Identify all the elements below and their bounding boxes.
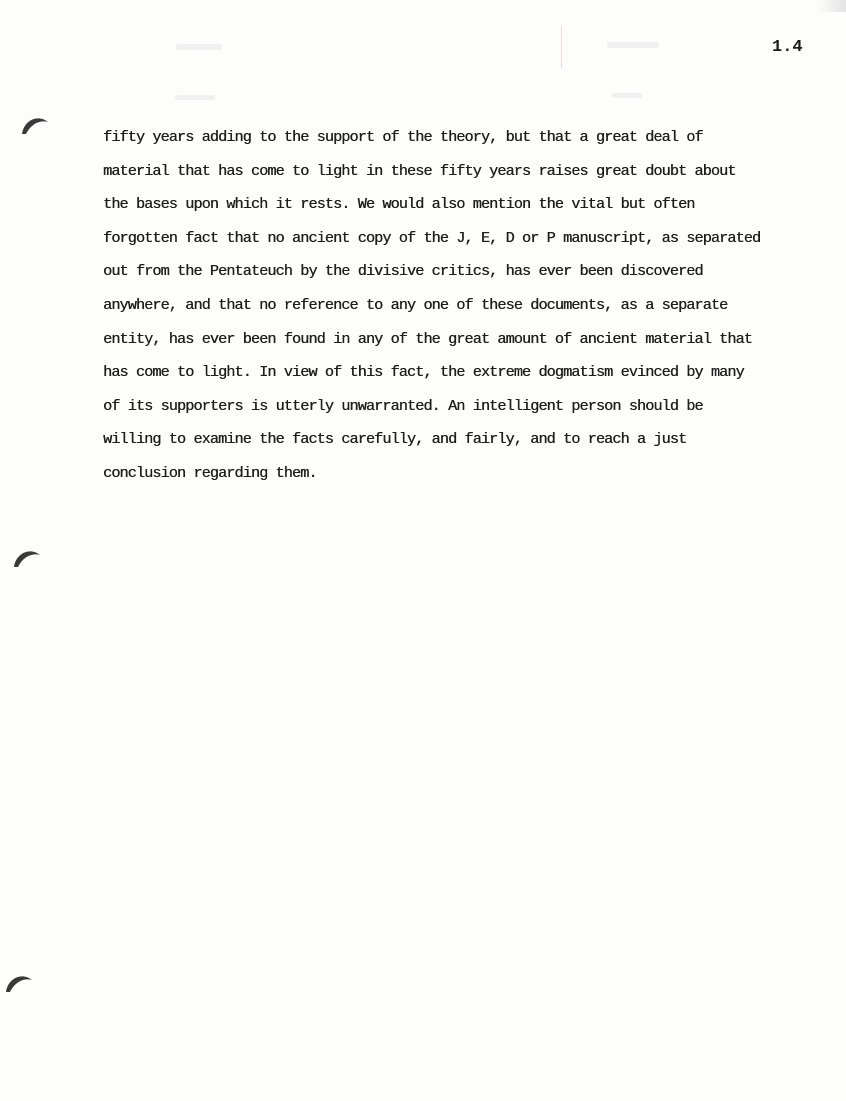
text-line: entity, has ever been found in any of the great amount of ancient material that	[103, 329, 752, 348]
punch-hole-icon	[12, 545, 42, 571]
body-text	[103, 124, 803, 494]
scan-smudge	[176, 44, 222, 50]
text-line: material that has come to light in these fifty years raises great doubt about	[103, 161, 736, 180]
scan-smudge	[175, 95, 215, 100]
page-number: 1.4	[772, 38, 803, 57]
text-line: conclusion regarding them.	[103, 463, 317, 482]
text-line: of its supporters is utterly unwarranted. An intelligent person should be	[103, 396, 703, 415]
scan-smudge	[612, 93, 642, 98]
scan-smudge	[607, 42, 659, 48]
text-line: the bases upon which it rests. We would also mention the vital but often	[103, 195, 695, 214]
punch-hole-icon	[20, 112, 50, 138]
scan-artifact-line	[561, 26, 562, 68]
text-line: anywhere, and that no reference to any one of these documents, as a separate	[103, 295, 728, 314]
text-line: out from the Pentateuch by the divisive critics, has ever been discovered	[103, 262, 703, 281]
scan-corner-mark	[816, 0, 846, 12]
text-line: willing to examine the facts carefully, and fairly, and to reach a just	[103, 430, 687, 449]
text-line: has come to light. In view of this fact, the extreme dogmatism evinced by many	[103, 363, 744, 382]
text-line: fifty years adding to the support of the theory, but that a great deal of	[103, 128, 703, 146]
text-line: forgotten fact that no ancient copy of the J, E, D or P manuscript, as separated	[103, 228, 761, 247]
punch-hole-icon	[4, 970, 34, 996]
